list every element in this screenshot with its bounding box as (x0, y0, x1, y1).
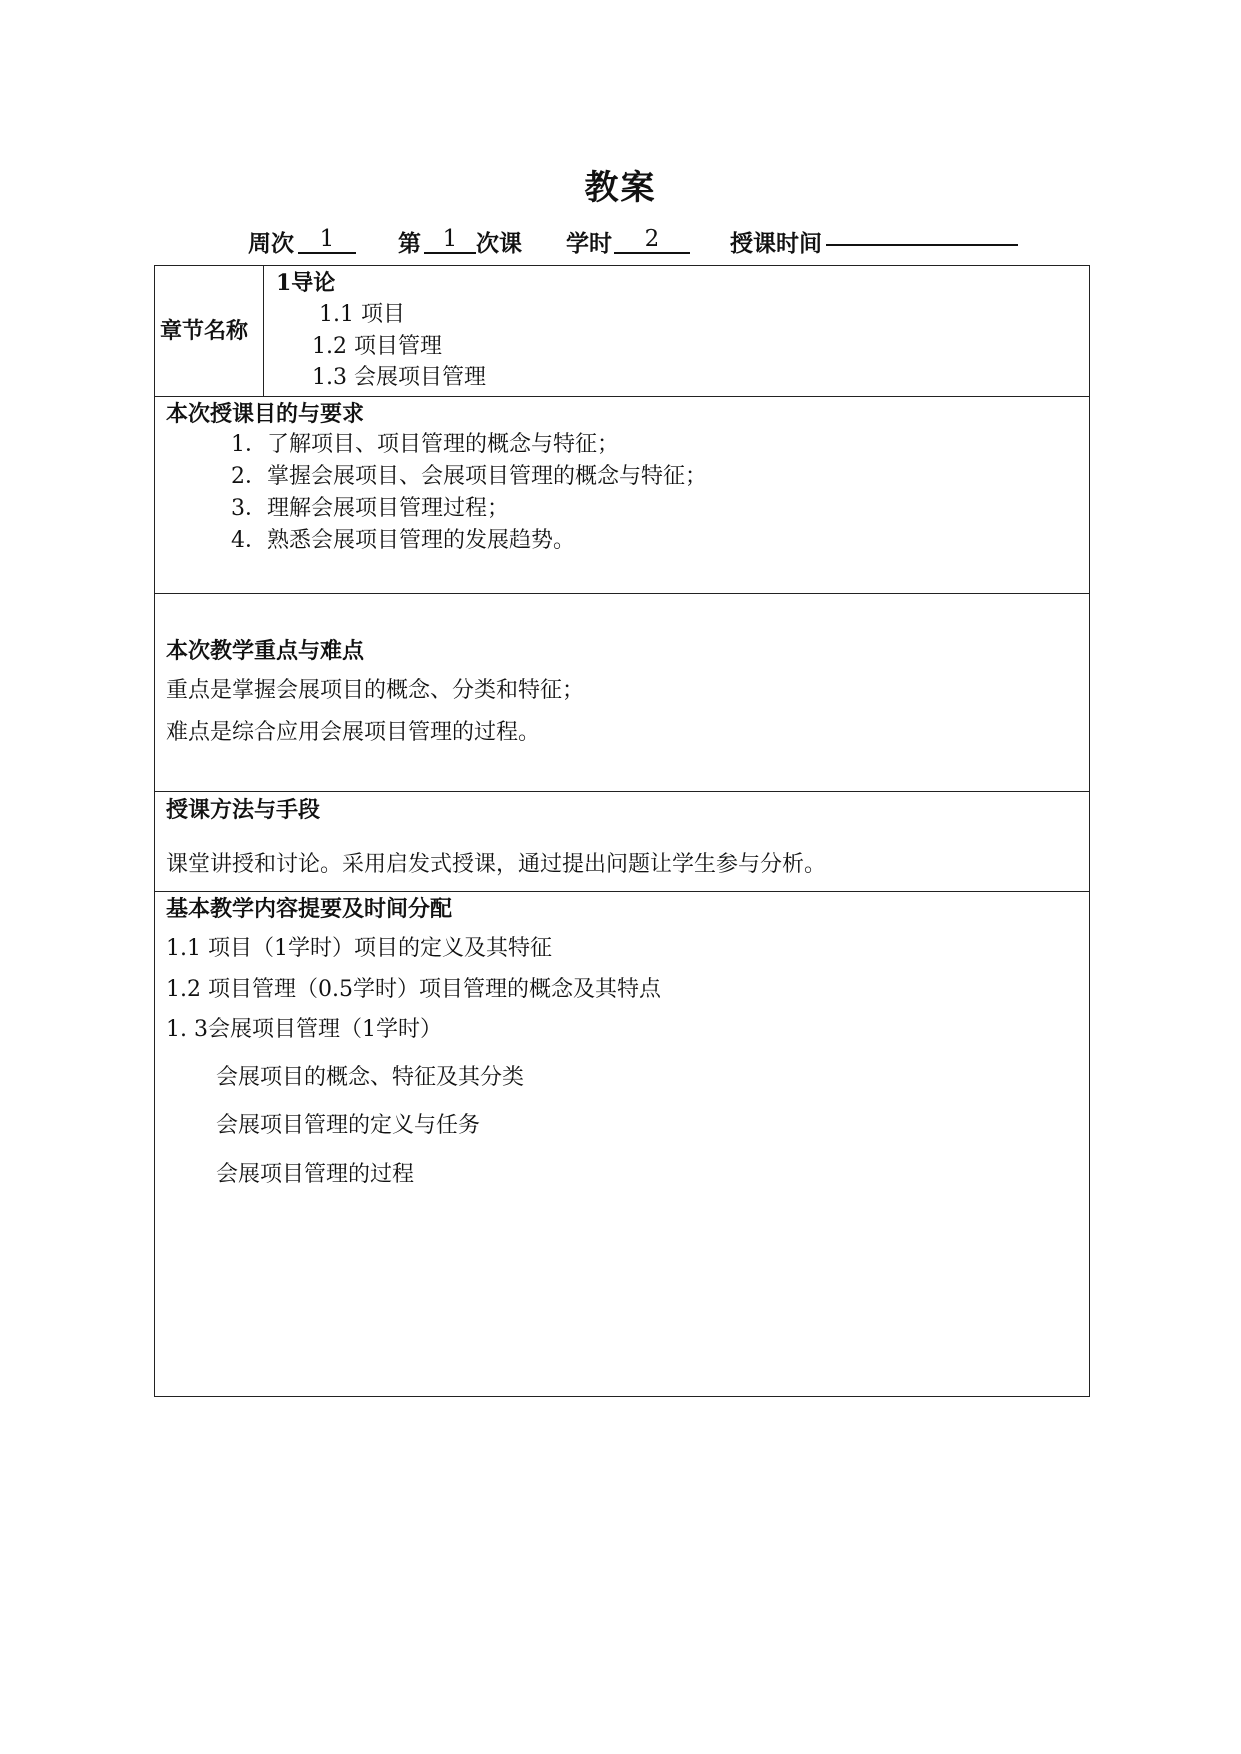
objectives-heading: 本次授课目的与要求 (166, 401, 365, 427)
methods-text: 课堂讲授和讨论。采用启发式授课，通过提出问题让学生参与分析。 (166, 852, 827, 877)
objective-item: 4．熟悉会展项目管理的发展趋势。 (231, 528, 575, 553)
lesson-value-text: 1 (424, 226, 476, 254)
hours-label: 学时 (566, 230, 612, 257)
content-line: 1.2 项目管理（0.5学时）项目管理的概念及其特点 (166, 977, 661, 1002)
chapter-item: 1.2 项目管理 (312, 334, 442, 359)
lesson-suffix: 次课 (476, 230, 522, 257)
lesson-plan-table (154, 265, 1090, 1397)
week-label: 周次 (248, 230, 294, 257)
chapter-title: 1导论 (276, 270, 336, 296)
objective-item: 3．理解会展项目管理过程； (231, 496, 509, 521)
row-divider-4 (155, 891, 1089, 892)
methods-heading: 授课方法与手段 (166, 797, 321, 823)
time-value (826, 225, 1018, 252)
key-points-heading: 本次教学重点与难点 (166, 638, 365, 664)
time-label: 授课时间 (730, 230, 822, 257)
content-sub-item: 会展项目的概念、特征及其分类 (216, 1065, 525, 1090)
row-divider-1 (155, 396, 1089, 397)
chapter-divider (263, 266, 264, 396)
content-line: 1. 3会展项目管理（1学时） (166, 1017, 442, 1042)
time-value-text (826, 244, 1018, 246)
week-value-text: 1 (298, 226, 356, 254)
hours-value-text: 2 (614, 226, 690, 254)
key-point-line: 重点是掌握会展项目的概念、分类和特征； (166, 678, 585, 703)
week-value (298, 225, 356, 254)
content-line: 1.1 项目（1学时）项目的定义及其特征 (166, 936, 552, 961)
document-title: 教案 (584, 168, 657, 208)
row-divider-3 (155, 791, 1089, 792)
objective-item: 2．掌握会展项目、会展项目管理的概念与特征； (231, 464, 707, 489)
content-sub-item: 会展项目管理的定义与任务 (216, 1113, 481, 1138)
lesson-prefix: 第 (398, 230, 421, 257)
chapter-item: 1.1 项目 (319, 302, 405, 327)
content-heading: 基本教学内容提要及时间分配 (166, 896, 453, 922)
chapter-item: 1.3 会展项目管理 (312, 365, 486, 390)
chapter-label: 章节名称 (160, 318, 249, 344)
content-sub-item: 会展项目管理的过程 (216, 1162, 415, 1187)
objective-item: 1．了解项目、项目管理的概念与特征； (231, 432, 619, 457)
key-point-line: 难点是综合应用会展项目管理的过程。 (166, 720, 541, 745)
hours-value (614, 225, 690, 254)
row-divider-2 (155, 593, 1089, 594)
lesson-value (424, 225, 476, 254)
